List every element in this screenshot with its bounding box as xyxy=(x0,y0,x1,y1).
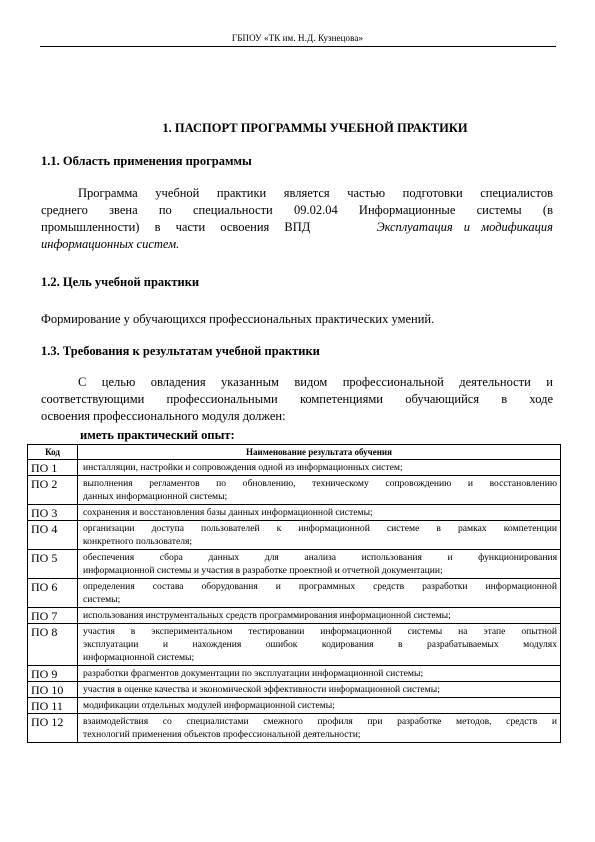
document-title: 1. ПАСПОРТ ПРОГРАММЫ УЧЕБНОЙ ПРАКТИКИ xyxy=(162,121,468,135)
table-row xyxy=(28,521,561,550)
table-row xyxy=(28,476,561,505)
practical-experience-label: иметь практический опыт: xyxy=(80,428,235,442)
row-description xyxy=(78,460,561,476)
row-code: ПО 5 xyxy=(28,550,78,579)
row-description xyxy=(78,608,561,624)
paragraph-italic-text: Эксплуатация и модификация xyxy=(376,220,553,234)
paragraph-line: соответствующими профессиональными компетенциями обучающийся в ходе xyxy=(41,392,553,406)
table-row xyxy=(28,505,561,521)
table-row xyxy=(28,550,561,579)
table-row xyxy=(28,714,561,743)
description-line: системы; xyxy=(83,594,121,605)
paragraph-line: освоения профессионального модуля должен: xyxy=(41,409,286,423)
description-line: определения состава оборудования и программных средств разработки информационной xyxy=(83,581,557,592)
description-line: технологий применения объектов профессиональной деятельности; xyxy=(83,729,361,740)
description-line: участия в оценке качества и экономической эффективности информационной системы; xyxy=(83,684,440,695)
description-line: организации доступа пользователей к информационной системе в рамках компетенции xyxy=(83,523,557,534)
row-description xyxy=(78,682,561,698)
table-row xyxy=(28,608,561,624)
description-line: эксплуатации и нахождения ошибок кодирования в разрабатываемых модулях xyxy=(83,639,557,650)
column-header-code: Код xyxy=(28,445,78,460)
description-line: инсталляции, настройки и сопровождения одной из информационных систем; xyxy=(83,462,403,473)
table-row xyxy=(28,579,561,608)
row-code: ПО 10 xyxy=(28,682,78,698)
table-row xyxy=(28,666,561,682)
paragraph-line xyxy=(41,219,553,236)
description-line: модификации отдельных модулей информационной системы; xyxy=(83,700,335,711)
row-code: ПО 11 xyxy=(28,698,78,714)
row-description xyxy=(78,624,561,666)
paragraph-text: промышленности) в части освоения ВПД xyxy=(41,220,311,234)
section-1-2-text: Формирование у обучающихся профессиональных практических умений. xyxy=(41,312,435,326)
description-line: взаимодействия со специалистами смежного профиля при разработке методов, средств и xyxy=(83,716,557,727)
description-line: информационной системы; xyxy=(83,652,195,663)
description-line: использования инструментальных средств программирования информационной системы; xyxy=(83,610,451,621)
table-row xyxy=(28,624,561,666)
row-code: ПО 6 xyxy=(28,579,78,608)
row-code: ПО 2 xyxy=(28,476,78,505)
paragraph-line: среднего звена по специальности 09.02.04 Информационные системы (в xyxy=(41,203,553,217)
row-description xyxy=(78,505,561,521)
row-description xyxy=(78,666,561,682)
paragraph-line: Программа учебной практики является частью подготовки специалистов xyxy=(78,186,553,200)
row-code: ПО 12 xyxy=(28,714,78,743)
section-1-2-heading: 1.2. Цель учебной практики xyxy=(41,275,200,289)
row-description xyxy=(78,550,561,579)
table-row xyxy=(28,682,561,698)
row-code: ПО 7 xyxy=(28,608,78,624)
description-line: конкретного пользователя; xyxy=(83,536,193,547)
row-description xyxy=(78,714,561,743)
row-code: ПО 9 xyxy=(28,666,78,682)
row-code: ПО 1 xyxy=(28,460,78,476)
page-header: ГБПОУ «ТК им. Н.Д. Кузнецова» xyxy=(231,33,364,43)
section-1-1-heading: 1.1. Область применения программы xyxy=(41,154,252,168)
description-line: разработки фрагментов документации по эксплуатации информационной системы; xyxy=(83,668,424,679)
table-header-row xyxy=(28,445,561,460)
description-line: выполнения регламентов по обновлению, техническому сопровождению и восстановлению xyxy=(83,478,557,489)
description-line: сохранения и восстановления базы данных информационной системы; xyxy=(83,507,373,518)
row-description xyxy=(78,476,561,505)
row-description xyxy=(78,698,561,714)
row-description xyxy=(78,579,561,608)
section-1-1-paragraph xyxy=(41,185,553,253)
row-code: ПО 8 xyxy=(28,624,78,666)
section-1-3-paragraph xyxy=(41,374,553,425)
description-line: информационной системы и участия в разработке проектной и отчетной документации; xyxy=(83,565,443,576)
description-line: данных информационной системы; xyxy=(83,491,228,502)
column-header-result: Наименование результата обучения xyxy=(78,445,561,460)
description-line: обеспечения сбора данных для анализа использования и функционирования xyxy=(83,552,557,563)
row-code: ПО 4 xyxy=(28,521,78,550)
paragraph-line: С целью овладения указанным видом профессиональной деятельности и xyxy=(78,375,553,389)
header-divider xyxy=(40,46,556,47)
section-1-3-heading: 1.3. Требования к результатам учебной практики xyxy=(41,344,320,358)
table-row xyxy=(28,460,561,476)
row-description xyxy=(78,521,561,550)
description-line: участия в экспериментальном тестировании информационной системы на этапе опытной xyxy=(83,626,557,637)
paragraph-line: информационных систем. xyxy=(41,237,180,251)
learning-outcomes-table xyxy=(27,444,561,743)
row-code: ПО 3 xyxy=(28,505,78,521)
table-row xyxy=(28,698,561,714)
